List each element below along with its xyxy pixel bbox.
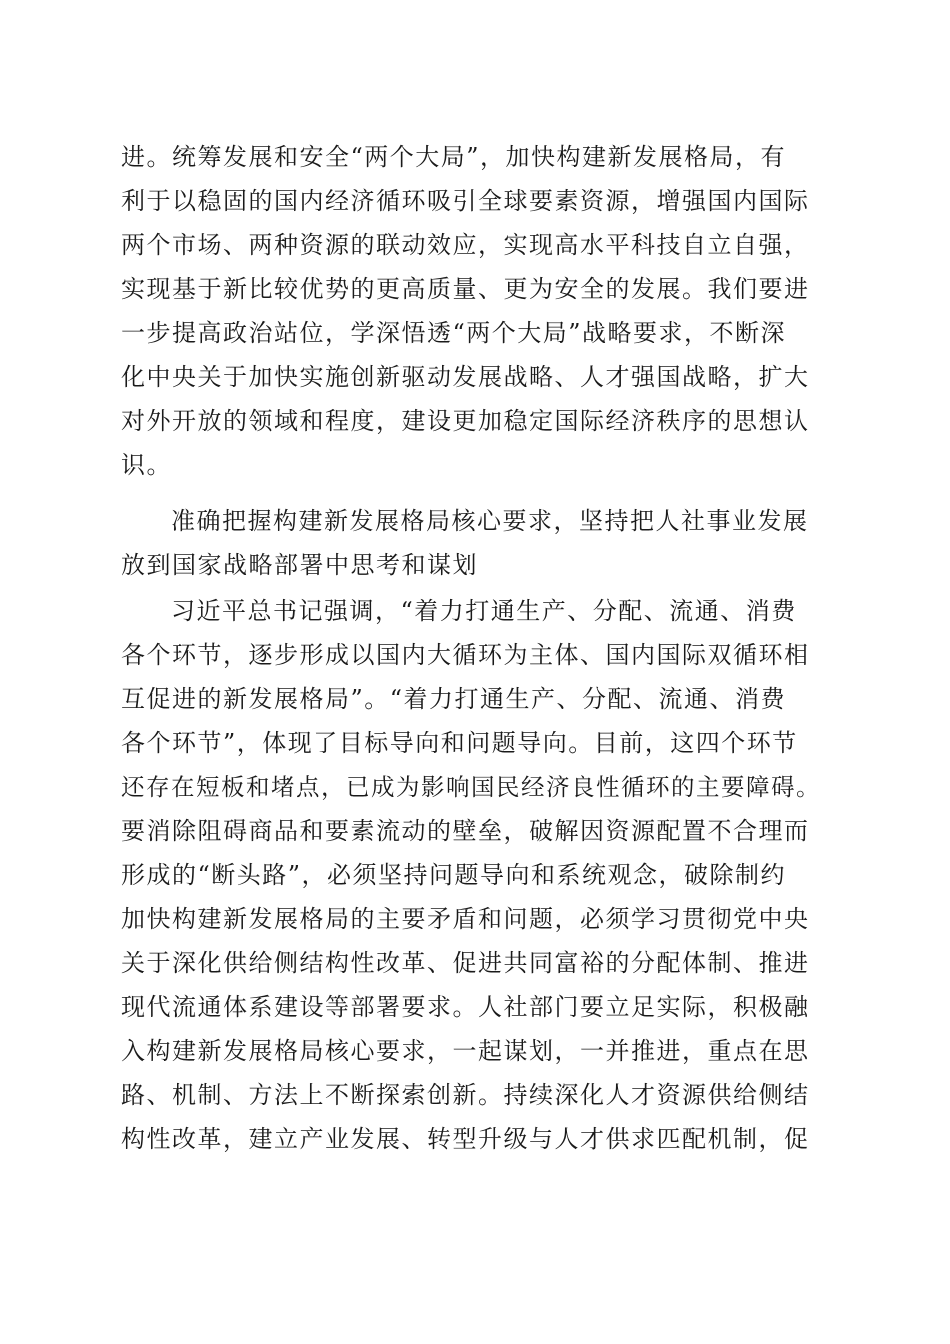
paragraph-line: 现代流通体系建设等部署要求。人社部门要立足实际，积极融 bbox=[121, 993, 810, 1021]
paragraph-line: 利于以稳固的国内经济循环吸引全球要素资源，增强国内国际 bbox=[121, 187, 810, 215]
paragraph-line: 进。统筹发展和安全“两个大局”，加快构建新发展格局，有 bbox=[121, 143, 787, 171]
paragraph-line: 还存在短板和堵点，已成为影响国民经济良性循环的主要障碍。 bbox=[121, 773, 821, 801]
paragraph-line: 关于深化供给侧结构性改革、促进共同富裕的分配体制、推进 bbox=[121, 949, 810, 977]
paragraph-line: 识。 bbox=[121, 451, 172, 479]
section-heading-line: 准确把握构建新发展格局核心要求，坚持把人社事业发展 bbox=[171, 507, 809, 535]
paragraph-line: 构性改革，建立产业发展、转型升级与人才供求匹配机制，促 bbox=[121, 1125, 810, 1153]
paragraph-line: 要消除阻碍商品和要素流动的壁垒，破解因资源配置不合理而 bbox=[121, 817, 810, 845]
paragraph-line: 形成的“断头路”，必须坚持问题导向和系统观念，破除制约 bbox=[121, 861, 787, 889]
paragraph-line: 化中央关于加快实施创新驱动发展战略、人才强国战略，扩大 bbox=[121, 363, 810, 391]
paragraph-line: 对外开放的领域和程度，建设更加稳定国际经济秩序的思想认 bbox=[121, 407, 810, 435]
section-heading-line: 放到国家战略部署中思考和谋划 bbox=[121, 551, 478, 579]
paragraph-line: 各个环节，逐步形成以国内大循环为主体、国内国际双循环相 bbox=[121, 641, 810, 669]
paragraph-line: 加快构建新发展格局的主要矛盾和问题，必须学习贯彻党中央 bbox=[121, 905, 810, 933]
paragraph-line: 一步提高政治站位，学深悟透“两个大局”战略要求，不断深 bbox=[121, 319, 787, 347]
paragraph-line: 互促进的新发展格局”。“着力打通生产、分配、流通、消费 bbox=[121, 685, 787, 713]
paragraph-line: 实现基于新比较优势的更高质量、更为安全的发展。我们要进 bbox=[121, 275, 810, 303]
paragraph-line: 两个市场、两种资源的联动效应，实现高水平科技自立自强， bbox=[121, 231, 810, 259]
paragraph-line: 各个环节”，体现了目标导向和问题导向。目前，这四个环节 bbox=[121, 729, 798, 757]
paragraph-line: 路、机制、方法上不断探索创新。持续深化人才资源供给侧结 bbox=[121, 1081, 810, 1109]
paragraph-line: 习近平总书记强调，“着力打通生产、分配、流通、消费 bbox=[171, 597, 797, 625]
paragraph-line: 入构建新发展格局核心要求，一起谋划，一并推进，重点在思 bbox=[121, 1037, 810, 1065]
